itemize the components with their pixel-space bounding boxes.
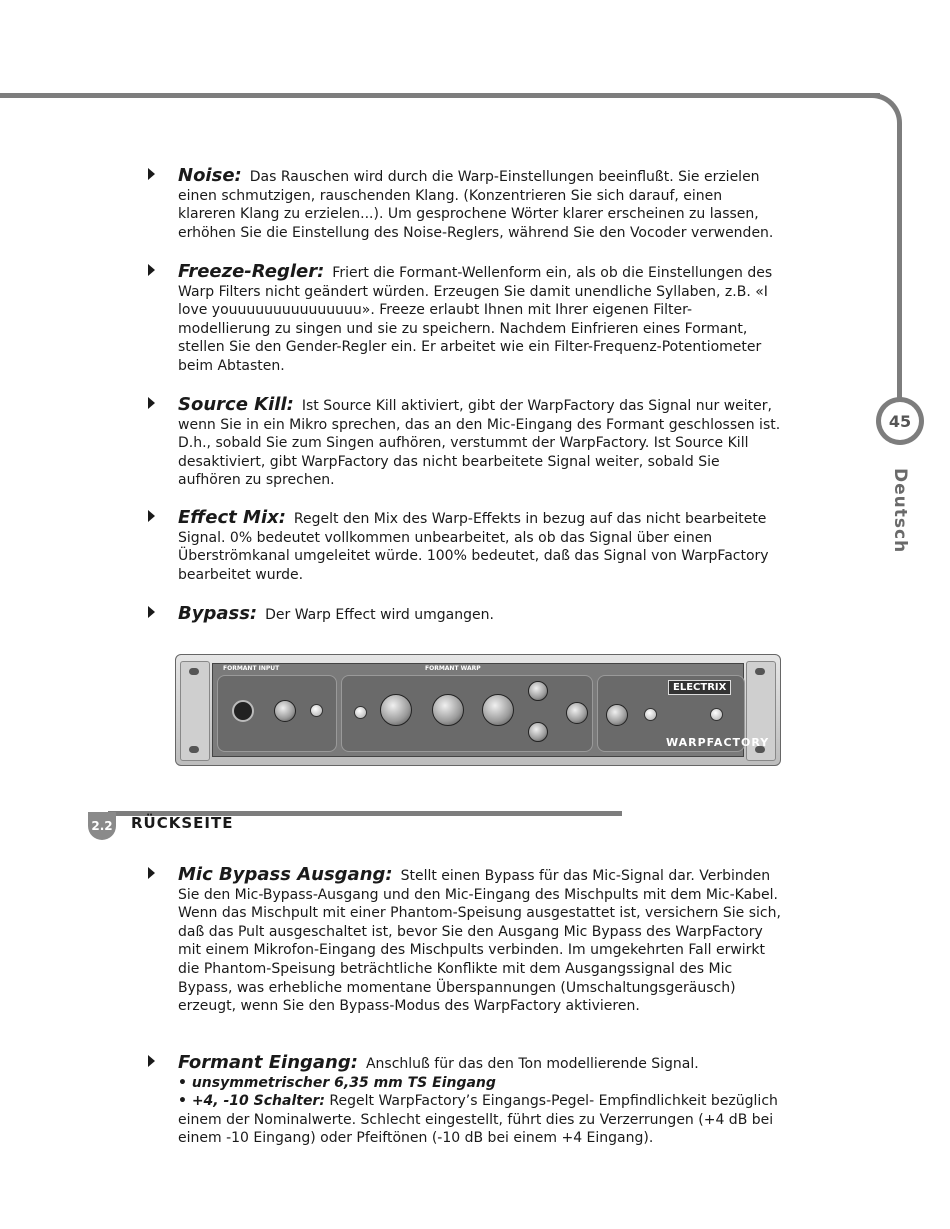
item-term: Bypass: [178, 603, 258, 624]
page-number-badge [876, 397, 924, 445]
rack-ear-left [180, 661, 210, 761]
item-term: Mic Bypass Ausgang: [178, 864, 393, 885]
language-tab: Deutsch [890, 468, 910, 554]
rack-hole [189, 668, 199, 675]
effect-mix-knob [606, 704, 628, 726]
section-title: RÜCKSEITE [131, 814, 234, 832]
xlr-jack [232, 700, 254, 722]
list-item-formant-eingang [178, 1054, 783, 1148]
bullet-arrow-icon [148, 1055, 155, 1067]
model-logo: WARPFACTORY [666, 736, 770, 749]
page-number: 45 [881, 402, 919, 440]
item-text: Der Warp Effect wird umgangen. [265, 607, 494, 623]
brand-logo: ELECTRIX [668, 680, 731, 695]
rack-hole [755, 668, 765, 675]
item-term: Source Kill: [178, 394, 294, 415]
bullet-arrow-icon [148, 397, 155, 409]
bullet-arrow-icon [148, 867, 155, 879]
mic-knob [274, 700, 296, 722]
item-text: Friert die Formant-Wellenform ein, als ob die Einstellungen des Warp Filters nicht geändert würden. Erzeugen Sie damit unendliche Syllaben, z.B. «I love youuuuuuuuuuuuuuu». Freeze erlaubt Ihnen mit Ihrer eigenen Filter-modellierung zu singen und sie zu speichern. Nachdem Einfrieren eines Formant, stellen Sie den Gender-Regler ein. Er arbeitet wie ein Filter-Frequenz-Potentiometer beim Abtasten. [178, 265, 773, 374]
list-item-noise [178, 167, 783, 242]
page-frame-corner [866, 93, 902, 129]
list-item-effect-mix [178, 509, 783, 584]
item-term: Effect Mix: [178, 507, 286, 528]
item-text: Stellt einen Bypass für das Mic-Signal dar. Verbinden Sie den Mic-Bypass-Ausgang und den Mic-Eingang des Mischpults mit dem Mic-Kabel. Wenn das Mischpult mit einer Phantom-Speisung ausgestattet ist, versichern Sie sich, daß das Pult ausgeschaltet ist, bevor Sie den Ausgang Mic Bypass des WarpFactory mit einem Mikrofon-Eingang des Mischpults verbinden. Im umgekehrten Fall erwirkt die Phantom-Speisung beträchtliche Konflikte mit dem Ausgangssignal des Mic Bypass, was erhebliche momentane Überspannungen (Umschaltungsgeräusch) erzeugt, wenn Sie den Bypass-Modus des WarpFactory aktivieren. [178, 868, 781, 1015]
item-term: Noise: [178, 165, 242, 186]
select-button [310, 704, 323, 717]
return-flash-knob [528, 681, 548, 701]
output-section [597, 675, 770, 752]
warp-knob [432, 694, 464, 726]
bypass-button [710, 708, 723, 721]
spec-line-input-type: • unsymmetrischer 6,35 mm TS Eingang [178, 1074, 496, 1091]
freeze-knob [566, 702, 588, 724]
device-front-panel-image [175, 654, 781, 766]
item-text: Regelt den Mix des Warp-Effekts in bezug auf das nicht bearbeitete Signal. 0% bedeutet vollkommen unbearbeitet, als ob das Signal über einen Überströmkanal umgeleitet würde. 100% bedeutet, daß das Signal von WarpFactory bearbeitet wurde. [178, 511, 769, 583]
bullet-arrow-icon [148, 264, 155, 276]
list-item-mic-bypass-ausgang [178, 866, 783, 1016]
gender-knob [380, 694, 412, 726]
item-term: Freeze-Regler: [178, 261, 325, 282]
panel-label-formant-input: FORMANT INPUT [223, 665, 280, 672]
item-text: Anschluß für das den Ton modellierende Signal. [365, 1056, 699, 1072]
source-kill-button [644, 708, 657, 721]
bullet-arrow-icon [148, 510, 155, 522]
item-text: Ist Source Kill aktiviert, gibt der WarpFactory das Signal nur weiter, wenn Sie in ein Mikro sprechen, das an den Mic-Eingang des Formant geschlossen ist. D.h., sobald Sie zum Singen aufhören, verstummt der WarpFactory. Ist Source Kill desaktiviert, gibt WarpFactory das nicht bearbeitete Signal weiter, sobald Sie aufhören zu sprechen. [178, 398, 781, 489]
list-item-freeze [178, 263, 783, 376]
filter-knob [482, 694, 514, 726]
noise-knob [528, 722, 548, 742]
list-item-source-kill [178, 396, 783, 490]
formant-warp-section [341, 675, 593, 752]
bullet-arrow-icon [148, 606, 155, 618]
device-faceplate [212, 663, 770, 757]
spec-line-switch-text: Regelt WarpFactory’s Eingangs-Pegel- Empfindlichkeit bezüglich einem der Nominalwerte. Schlecht eingestellt, führt dies zu Verzerrungen (+4 dB bei einem -10 Eingang) oder Pfeiftönen (-10 dB bei einem +4 Eingang). [178, 1093, 778, 1147]
item-text: Das Rauschen wird durch die Warp-Einstellungen beeinflußt. Sie erzielen einen schmutzigen, rauschenden Klang. (Konzentrieren Sie sich darauf, einen klareren Klang zu erzielen...). Um gesprochene Wörter klarer erscheinen zu lassen, erhöhen Sie die Einstellung des Noise-Reglers, während Sie den Vocoder verwenden. [178, 169, 774, 241]
list-item-bypass [178, 605, 783, 625]
item-term: Formant Eingang: [178, 1052, 358, 1073]
formant-input-section [217, 675, 337, 752]
page-frame-top-rule [0, 93, 880, 98]
bullet-arrow-icon [148, 168, 155, 180]
spec-line-switch-lead: • +4, -10 Schalter: [178, 1093, 325, 1110]
section-number: 2.2 [88, 812, 116, 840]
rack-hole [189, 746, 199, 753]
panel-label-formant-warp: FORMANT WARP [425, 665, 481, 672]
page-frame-right-rule [897, 125, 902, 400]
band-button [354, 706, 367, 719]
